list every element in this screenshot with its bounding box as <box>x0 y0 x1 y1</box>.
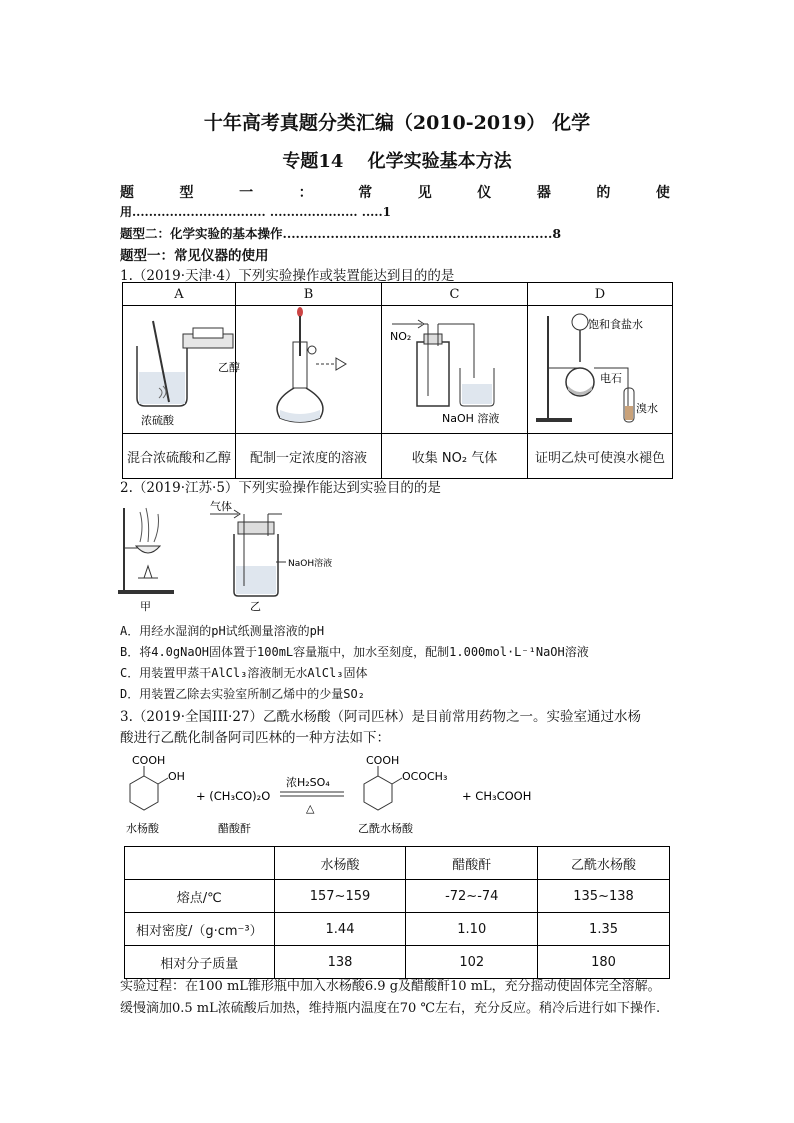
header-cell: 水杨酸 <box>274 847 406 880</box>
label-byproduct: + CH₃COOH <box>462 789 532 803</box>
label-cooh-1: COOH <box>132 754 166 767</box>
label-conc-acid: 浓硫酸 <box>141 414 174 427</box>
toc-entry-1[interactable] <box>120 182 670 202</box>
q2-option-c: C．用装置甲蒸干AlCl₃溶液制无水AlCl₃固体 <box>120 666 368 680</box>
table-header-row <box>125 847 670 880</box>
toc-entry-1-spread <box>120 182 670 202</box>
label-salicylic-acid: 水杨酸 <box>126 822 159 835</box>
q1-stem <box>120 264 454 284</box>
toc-entry-2[interactable]: 题型二：化学实验的基本操作..............................................................8 <box>120 226 562 241</box>
section-heading: 题型一：常见仪器的使用 <box>120 248 269 264</box>
header-cell: 醋酸酐 <box>406 847 538 880</box>
properties-table <box>124 846 670 979</box>
q1-stem-text: 1.（2019·天津·4）下列实验操作或装置能达到目的的是 <box>120 268 455 284</box>
apparatus-d <box>528 306 673 434</box>
label-carbide: 电石 <box>600 372 622 385</box>
label-cooh-2: COOH <box>366 754 400 767</box>
col-b-header: B <box>236 283 382 306</box>
q1-image-row <box>123 306 673 434</box>
label-oh: OH <box>168 770 185 783</box>
table-cell: 1.10 <box>406 913 538 946</box>
apparatus-a <box>123 306 240 434</box>
q1-header-row <box>123 283 673 306</box>
apparatus-b-drawing <box>236 306 381 429</box>
procedure-line-1: 实验过程：在100 mL锥形瓶中加入水杨酸6.9 g及醋酸酐10 mL，充分摇动使固体完全溶解。 <box>120 979 661 994</box>
col-d-header: D <box>528 283 673 306</box>
q2-stem: 2.（2019·江苏·5）下列实验操作能达到实验目的的是 <box>120 480 441 496</box>
table-cell: -72~-74 <box>406 880 538 913</box>
toc-char: 一 <box>239 185 254 201</box>
apparatus-c <box>382 306 528 434</box>
table-cell: 138 <box>274 946 406 979</box>
label-heat: △ <box>306 802 315 815</box>
label-brine: 饱和食盐水 <box>588 318 643 331</box>
q3-stem-line1: 3.（2019·全国III·27）乙酰水杨酸（阿司匹林）是目前常用药物之一。实验室通过水杨 <box>120 709 641 725</box>
label-yi: 乙 <box>250 600 261 613</box>
chapter-title: 专题14 化学实验基本方法 <box>282 151 512 172</box>
caption-d: 证明乙炔可使溴水褪色 <box>528 434 673 479</box>
table-cell: 180 <box>538 946 670 979</box>
label-aspirin: 乙酰水杨酸 <box>358 822 413 835</box>
document-title: 十年高考真题分类汇编（2010-2019） 化学 <box>203 112 591 134</box>
col-c-header: C <box>382 283 528 306</box>
apparatus-b <box>236 306 382 434</box>
toc-char: 型 <box>179 185 194 201</box>
table-row <box>125 880 670 913</box>
header-cell <box>125 847 275 880</box>
q2-option-a: A．用经水湿润的pH试纸测量溶液的pH <box>120 624 325 638</box>
label-no2: NO₂ <box>390 330 412 343</box>
table-row <box>125 913 670 946</box>
label-ethanol: 乙醇 <box>218 361 240 374</box>
apparatus-d-drawing <box>528 306 672 429</box>
row-label: 相对密度/（g·cm⁻³） <box>125 913 275 946</box>
label-naoh: NaOH 溶液 <box>442 412 500 425</box>
table-cell: 1.44 <box>274 913 406 946</box>
label-anhydride-formula: + (CH₃CO)₂O <box>196 789 271 803</box>
toc-char: 见 <box>417 185 432 201</box>
row-label: 熔点/℃ <box>125 880 275 913</box>
caption-a: 混合浓硫酸和乙醇 <box>123 434 236 479</box>
caption-c: 收集 NO₂ 气体 <box>382 434 528 479</box>
table-cell: 1.35 <box>538 913 670 946</box>
apparatus-a-drawing <box>123 306 240 429</box>
toc-char: 题 <box>120 185 134 201</box>
toc-char: 使 <box>655 185 670 201</box>
label-gas: 气体 <box>210 500 232 513</box>
procedure-line-2: 缓慢滴加0.5 mL浓硫酸后加热，维持瓶内温度在70 ℃左右，充分反应。稍冷后进行如下操作. <box>120 1001 661 1016</box>
table-cell: 102 <box>406 946 538 979</box>
caption-b: 配制一定浓度的溶液 <box>236 434 382 479</box>
col-a-header: A <box>123 283 236 306</box>
toc-char: 器 <box>536 185 551 201</box>
q2-option-b: B．将4.0gNaOH固体置于100mL容量瓶中，加水至刻度，配制1.000mol·L⁻¹NaOH溶液 <box>120 645 589 659</box>
toc-char: ： <box>298 185 313 201</box>
apparatus-c-drawing <box>382 306 527 429</box>
q1-table <box>122 282 673 479</box>
toc-char: 仪 <box>477 185 492 201</box>
label-acetic-anhydride: 醋酸酐 <box>218 822 251 835</box>
header-cell: 乙酰水杨酸 <box>538 847 670 880</box>
reaction-scheme <box>118 750 548 840</box>
table-cell: 157~159 <box>274 880 406 913</box>
q2-figure <box>118 496 358 616</box>
q3-stem-line2: 酸进行乙酰化制备阿司匹林的一种方法如下： <box>120 730 390 746</box>
toc-entry-1-cont: 用................................ ..................... .....1 <box>120 205 392 219</box>
label-catalyst: 浓H₂SO₄ <box>286 776 330 789</box>
q2-option-d: D．用装置乙除去实验室所制乙烯中的少量SO₂ <box>120 687 365 701</box>
label-naoh-solution: NaOH溶液 <box>288 559 333 569</box>
table-row <box>125 946 670 979</box>
label-jia: 甲 <box>140 600 151 613</box>
table-cell: 135~138 <box>538 880 670 913</box>
label-ococh3: OCOCH₃ <box>402 770 448 783</box>
row-label: 相对分子质量 <box>125 946 275 979</box>
q1-caption-row <box>123 434 673 479</box>
label-bromine: 溴水 <box>636 402 658 415</box>
toc-char: 的 <box>596 185 611 201</box>
toc-char: 常 <box>358 185 373 201</box>
